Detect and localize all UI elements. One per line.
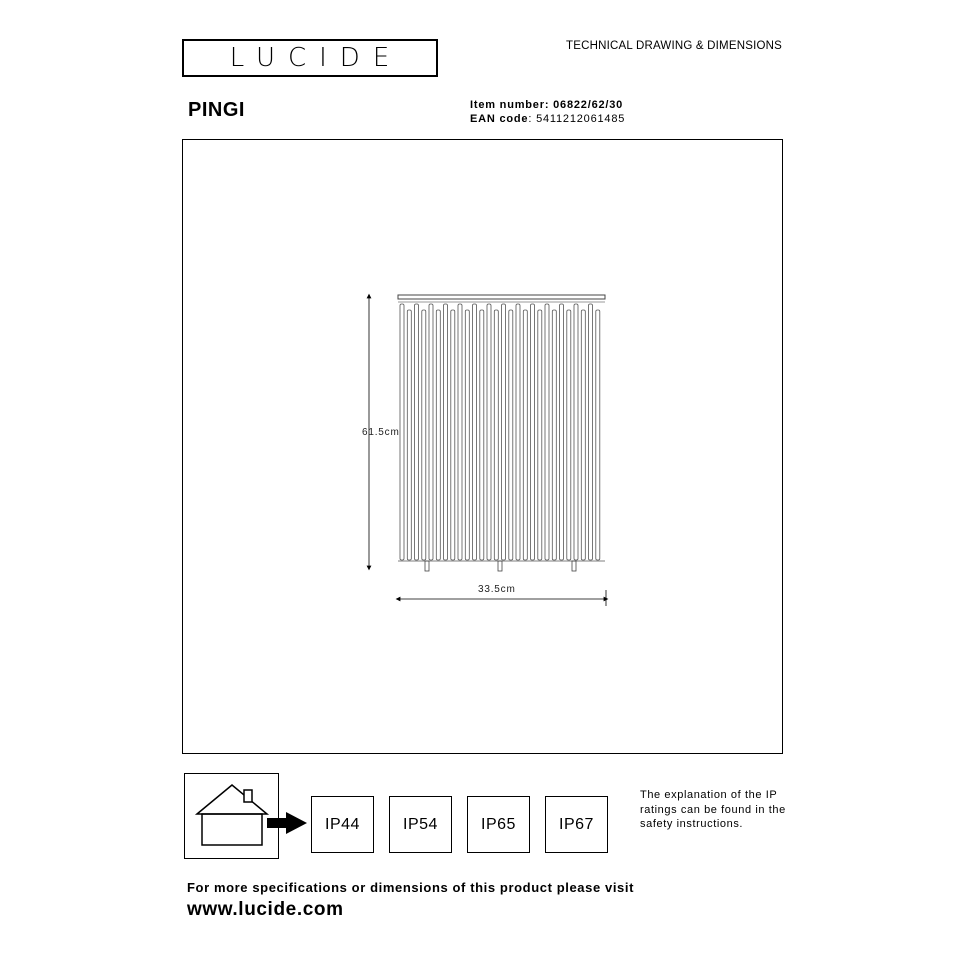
- lamp-slat: [400, 304, 404, 560]
- footer-text: For more specifications or dimensions of this product please visit: [187, 880, 635, 895]
- lamp-top-cap: [398, 295, 605, 299]
- lamp-slat: [480, 310, 484, 560]
- height-dimension-label: 61.5cm: [362, 427, 400, 438]
- lamp-foot: [572, 561, 576, 571]
- lamp-slat: [538, 310, 542, 560]
- lamp-slat: [429, 304, 433, 560]
- lamp-slat: [444, 304, 448, 560]
- ip-rating-box: IP54: [389, 796, 452, 853]
- lamp-slat: [560, 304, 564, 560]
- lamp-slat: [531, 304, 535, 560]
- lamp-foot: [498, 561, 502, 571]
- lamp-slat: [487, 304, 491, 560]
- lamp-slat: [451, 310, 455, 560]
- lamp-slat: [436, 310, 440, 560]
- product-name: PINGI: [188, 99, 245, 121]
- ean-code-value: : 5411212061485: [528, 113, 626, 125]
- lamp-slat: [415, 304, 419, 560]
- lamp-slat: [545, 304, 549, 560]
- ean-code-label: EAN code: [470, 113, 529, 125]
- lamp-slats: [400, 304, 600, 560]
- lamp-slat: [596, 310, 600, 560]
- footer-url-link[interactable]: www.lucide.com: [187, 899, 344, 920]
- brand-logo-text: LUCIDE: [229, 43, 403, 73]
- ip-rating-box: IP65: [467, 796, 530, 853]
- lamp-slat: [523, 310, 527, 560]
- lamp-slat: [407, 310, 411, 560]
- width-dimension-label: 33.5cm: [478, 584, 516, 595]
- lamp-slat: [458, 304, 462, 560]
- lamp-slat: [574, 304, 578, 560]
- lamp-slat: [516, 304, 520, 560]
- lamp-slat: [502, 304, 506, 560]
- ip-rating-box: IP44: [311, 796, 374, 853]
- ip-rating-box: IP67: [545, 796, 608, 853]
- document-type: TECHNICAL DRAWING & DIMENSIONS: [566, 40, 782, 52]
- item-number-value: : 06822/62/30: [544, 99, 624, 111]
- lamp-slat: [422, 310, 426, 560]
- item-number-label: Item number: [470, 99, 545, 111]
- lamp-slat: [589, 304, 593, 560]
- lamp-slat: [552, 310, 556, 560]
- lamp-slat: [567, 310, 571, 560]
- lamp-slat: [473, 304, 477, 560]
- ip-rating-note: The explanation of the IP ratings can be found in the safety instructions.: [640, 789, 786, 830]
- lamp-slat: [509, 310, 513, 560]
- indoor-outdoor-box: [184, 773, 279, 859]
- lamp-foot: [425, 561, 429, 571]
- lamp-slat: [494, 310, 498, 560]
- lamp-slat: [465, 310, 469, 560]
- lamp-slat: [581, 310, 585, 560]
